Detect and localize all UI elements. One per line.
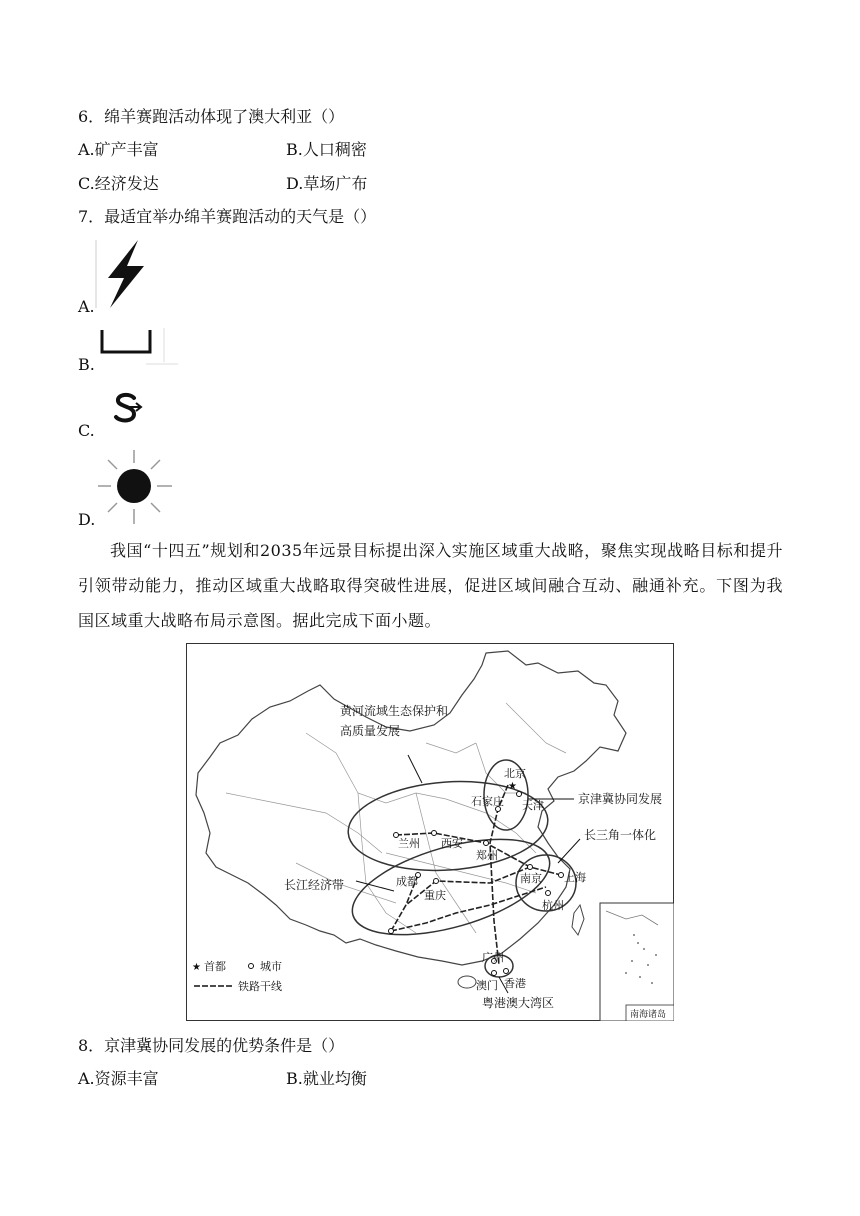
city-marker [559, 873, 564, 878]
city-marker [528, 865, 533, 870]
label-jjj: 京津冀协同发展 [578, 792, 663, 806]
legend-capital-icon: ★ [192, 962, 201, 973]
city-label-tianjin: 天津 [522, 799, 544, 812]
city-label-chongqing: 重庆 [424, 889, 446, 902]
regional-strategy-map [186, 643, 674, 1021]
city-marker [389, 929, 394, 934]
city-label-chengdu: 成都 [396, 875, 418, 888]
legend-capital-label: 首都 [204, 960, 226, 973]
city-marker [434, 879, 439, 884]
rain-gauge-icon [94, 324, 180, 366]
city-label-shijiazhuang: 石家庄 [471, 795, 504, 808]
city-marker [546, 891, 551, 896]
q7-option-d-letter: D. [78, 510, 96, 529]
legend-railway-label: 铁路干线 [238, 980, 282, 993]
city-marker [484, 841, 489, 846]
question-8-stem: 8．京津冀协同发展的优势条件是（） [78, 1036, 345, 1055]
q6-option-b: B.人口稠密 [286, 140, 367, 159]
label-gba: 粤港澳大湾区 [482, 996, 555, 1010]
city-label-macau: 澳门 [476, 979, 498, 992]
q8-option-a: A.资源丰富 [78, 1069, 159, 1088]
city-label-beijing: 北京 [504, 767, 526, 780]
city-label-lanzhou: 兰州 [398, 837, 420, 850]
label-south-sea: 南海诸岛 [630, 1010, 667, 1020]
legend-city-icon [249, 964, 254, 969]
label-yellow-river-2: 高质量发展 [340, 724, 401, 738]
sandstorm-icon [108, 390, 148, 430]
capital-star-icon: ★ [508, 781, 517, 792]
city-label-shanghai: 上海 [564, 871, 586, 884]
q8-option-b: B.就业均衡 [286, 1069, 367, 1088]
sunny-icon [96, 448, 176, 528]
question-6-stem: 6．绵羊赛跑活动体现了澳大利亚（） [78, 107, 345, 126]
label-yrd: 长三角一体化 [584, 828, 657, 842]
city-marker [432, 831, 437, 836]
city-marker [517, 792, 522, 797]
q6-option-d: D.草场广布 [286, 174, 368, 193]
label-yangtze-belt: 长江经济带 [284, 878, 345, 892]
q6-option-a: A.矿产丰富 [78, 140, 159, 159]
city-marker [492, 971, 497, 976]
city-label-xian: 西安 [441, 837, 463, 850]
city-label-zhengzhou: 郑州 [476, 849, 498, 862]
legend-city-label: 城市 [260, 960, 282, 973]
city-label-guangzhou: 广州 [482, 951, 504, 964]
q7-option-a-letter: A. [78, 297, 95, 316]
city-label-hangzhou: 杭州 [542, 899, 564, 912]
q7-option-c-letter: C. [78, 421, 95, 440]
q6-option-c: C.经济发达 [78, 174, 159, 193]
passage-paragraph: 我国“十四五”规划和2035年远景目标提出深入实施区域重大战略，聚焦实现战略目标和提升引领带动能力，推动区域重大战略取得突破性进展，促进区域间融合互动、融通补充。下图为我国区域重大战略布局示意图。据此完成下面小题。 [78, 541, 783, 630]
city-marker [504, 969, 509, 974]
south-sea-inset [600, 903, 674, 1021]
lightning-icon [94, 238, 154, 310]
passage-text [78, 533, 783, 638]
question-7-stem: 7．最适宜举办绵羊赛跑活动的天气是（） [78, 207, 377, 226]
city-label-hongkong: 香港 [504, 977, 526, 990]
city-label-nanjing: 南京 [520, 872, 542, 885]
label-yellow-river-1: 黄河流域生态保护和 [340, 704, 449, 718]
q7-option-b-letter: B. [78, 355, 95, 374]
